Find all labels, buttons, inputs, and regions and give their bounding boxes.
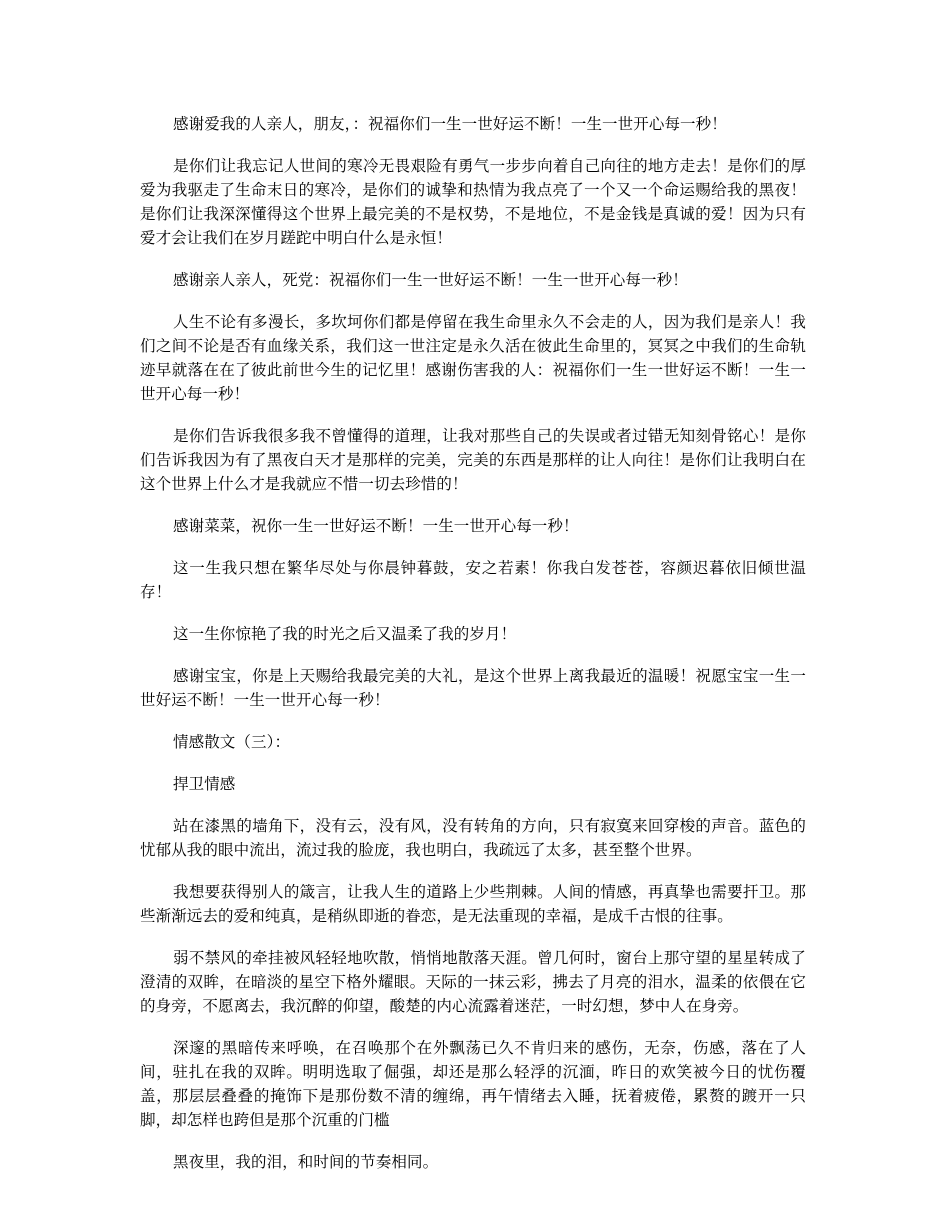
document-body <box>140 112 806 1192</box>
paragraph-defend-emotion: 我想要获得别人的箴言，让我人生的道路上少些荆棘。人间的情感，再真挚也需要扞卫。那些渐渐远去的爱和纯真，是稍纵即逝的眷恋，是无法重现的幸福，是成千古恨的往事。 <box>140 883 806 925</box>
paragraph-thanks-baobao: 感谢宝宝，你是上天赐给我最完美的大礼，是这个世界上离我最近的温暖！祝愿宝宝一生一世好运不断！一生一世开心每一秒！ <box>140 667 806 709</box>
essay-title: 捍卫情感 <box>173 775 236 793</box>
paragraph-thanks-relatives: 感谢亲人亲人，死党：祝福你们一生一世好运不断！一生一世开心每一秒！ <box>173 271 688 289</box>
paragraph-dark-corner: 站在漆黑的墙角下，没有云，没有风，没有转角的方向，只有寂寞来回穿梭的声音。蓝色的忧郁从我的眼中流出，流过我的脸庞，我也明白，我疏远了太多，甚至整个世界。 <box>140 817 806 859</box>
section-heading-essay-three: 情感散文（三）： <box>173 733 291 751</box>
paragraph-fragile-longing: 弱不禁风的牵挂被风轻轻地吹散，悄悄地散落天涯。曾几何时，窗台上那守望的星星转成了澄清的双眸，在暗淡的星空下格外耀眼。天际的一抹云彩，拂去了月亮的泪水，温柔的依偎在它的身旁，不愿离去，我沉醉的仰望，酸楚的内心流露着迷茫，一时幻想，梦中人在身旁。 <box>140 949 806 1015</box>
paragraph-this-life: 这一生我只想在繁华尽处与你晨钟暮鼓，安之若素！你我白发苍苍，容颜迟暮依旧倾世温存！ <box>140 559 806 601</box>
paragraph-night-tears: 黑夜里，我的泪，和时间的节奏相同。 <box>173 1153 439 1171</box>
paragraph-lessons: 是你们告诉我很多我不曾懂得的道理，让我对那些自己的失误或者过错无知刻骨铭心！是你们告诉我因为有了黑夜白天才是那样的完美，完美的东西是那样的让人向往！是你们让我明白在这个世界上什么才是我就应不惜一切去珍惜的！ <box>140 427 806 493</box>
paragraph-thanks-family-friends: 感谢爱我的人亲人，朋友，：祝福你们一生一世好运不断！一生一世开心每一秒！ <box>173 115 727 133</box>
paragraph-life-journey: 人生不论有多漫长，多坎坷你们都是停留在我生命里永久不会走的人，因为我们是亲人！我们之间不论是否有血缘关系，我们这一世注定是永久活在彼此生命里的，冥冥之中我们的生命轨迹早就落在在了彼此前世今生的记忆里！感谢伤害我的人：祝福你们一生一世好运不断！一生一世开心每一秒！ <box>140 313 806 403</box>
paragraph-deep-darkness: 深邃的黑暗传来呼唤，在召唤那个在外飘荡已久不肯归来的感伤，无奈，伤感，落在了人间，驻扎在我的双眸。明明选取了倔强，却还是那么轻浮的沉湎，昨日的欢笑被今日的忧伤覆盖，那层层叠叠的掩饰下是那份数不清的缠绵，再午情绪去入睡，抚着疲倦，累赘的踱开一只脚，却怎样也跨但是那个沉重的门槛 <box>140 1039 806 1129</box>
paragraph-amazed-time: 这一生你惊艳了我的时光之后又温柔了我的岁月！ <box>173 625 517 643</box>
paragraph-warmth-of-love: 是你们让我忘记人世间的寒冷无畏艰险有勇气一步步向着自己向往的地方走去！是你们的厚爱为我驱走了生命末日的寒冷，是你们的诚挚和热情为我点亮了一个又一个命运赐给我的黑夜！是你们让我深深懂得这个世界上最完美的不是权势，不是地位，不是金钱是真诚的爱！因为只有爱才会让我们在岁月蹉跎中明白什么是永恒！ <box>140 157 806 247</box>
paragraph-thanks-caicai: 感谢菜菜，祝你一生一世好运不断！一生一世开心每一秒！ <box>173 517 579 535</box>
